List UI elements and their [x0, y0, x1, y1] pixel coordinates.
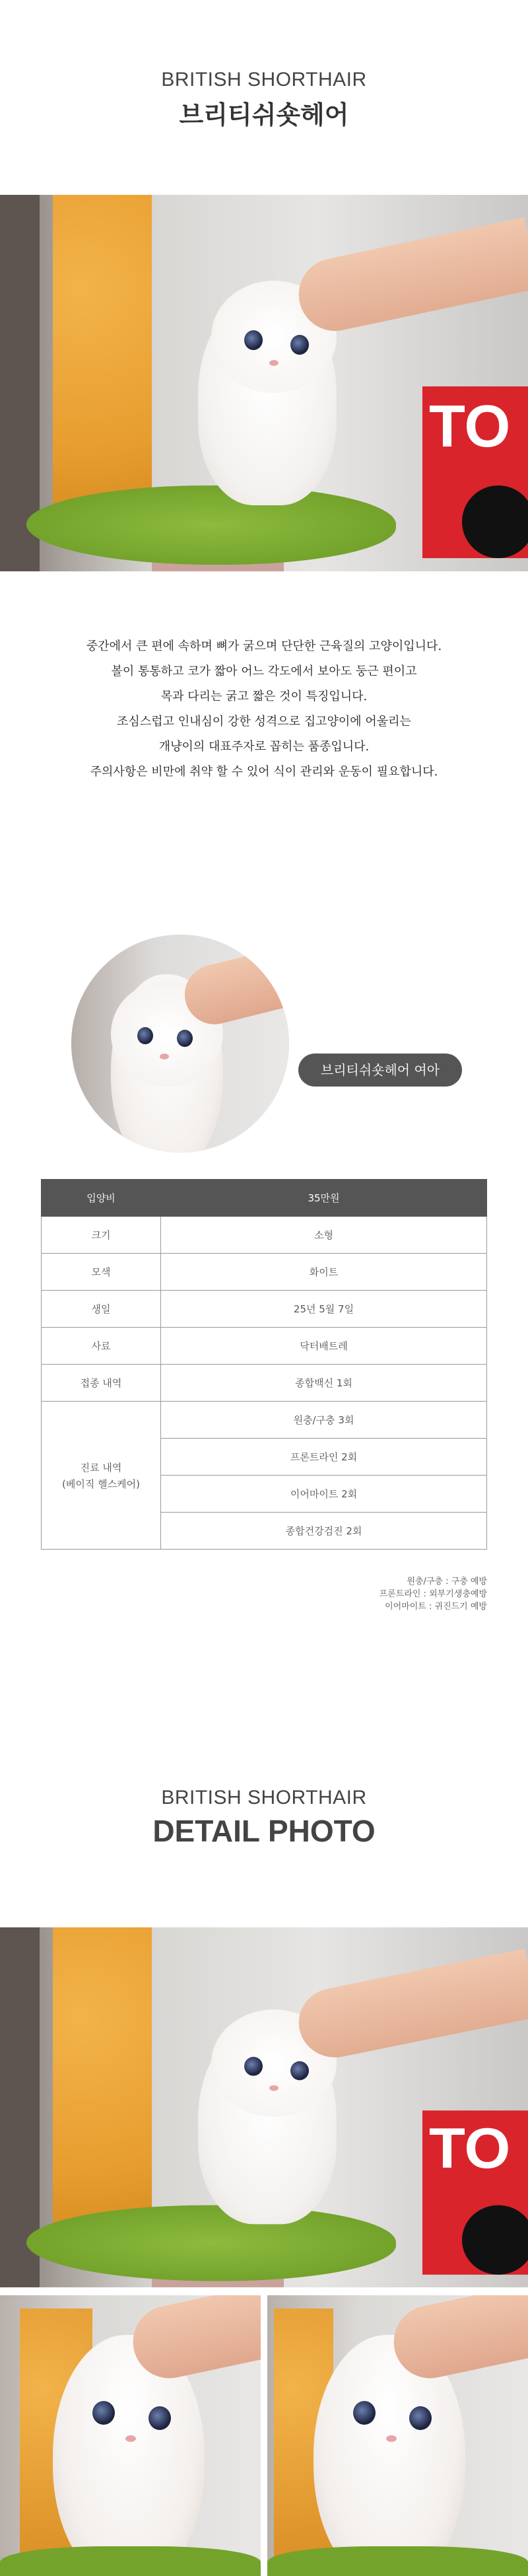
care-history-subtitle: (베이직 헬스케어) — [62, 1478, 140, 1490]
description-line: 볼이 통통하고 코가 짧아 어느 각도에서 보아도 둥근 편이고 — [111, 664, 417, 678]
row-value: 화이트 — [161, 1254, 487, 1291]
row-label: 생일 — [42, 1291, 161, 1328]
row-label: 모색 — [42, 1254, 161, 1291]
note-line: 원충/구충 : 구충 예방 — [407, 1577, 487, 1587]
care-history-title: 진료 내역 — [80, 1461, 122, 1474]
table-row — [42, 1180, 487, 1217]
table-row — [42, 1402, 487, 1439]
kitten-info-table — [41, 1179, 487, 1550]
table-row — [42, 1328, 487, 1365]
care-item: 이어마이트 2회 — [161, 1476, 487, 1513]
row-label: 크기 — [42, 1217, 161, 1254]
care-history-label — [42, 1402, 161, 1550]
care-item: 프론트라인 2회 — [161, 1439, 487, 1476]
table-row — [42, 1365, 487, 1402]
care-item: 종합건강검진 2회 — [161, 1513, 487, 1550]
row-value: 소형 — [161, 1217, 487, 1254]
detail-kitten-photo: TO — [0, 1927, 528, 2287]
breed-gender-badge: 브리티쉬숏헤어 여아 — [298, 1054, 462, 1087]
row-value: 25년 5월 7일 — [161, 1291, 487, 1328]
adoption-fee-label: 입양비 — [42, 1180, 161, 1217]
description-line: 목과 다리는 굵고 짧은 것이 특징입니다. — [160, 690, 368, 703]
row-label: 접종 내역 — [42, 1365, 161, 1402]
note-line: 이어마이트 : 귀진드기 예방 — [385, 1602, 487, 1612]
table-row — [42, 1291, 487, 1328]
row-value: 종합백신 1회 — [161, 1365, 487, 1402]
row-label: 사료 — [42, 1328, 161, 1365]
care-item: 원충/구충 3회 — [161, 1402, 487, 1439]
detail-photo-title: DETAIL PHOTO — [152, 1814, 376, 1848]
breed-title-en: BRITISH SHORTHAIR — [161, 69, 367, 90]
breed-title-ko: 브리티쉬숏헤어 — [179, 100, 349, 129]
description-line: 주의사항은 비만에 취약 할 수 있어 식이 관리와 운동이 필요합니다. — [90, 765, 438, 779]
adoption-fee-value: 35만원 — [161, 1180, 487, 1217]
detail-breed-title-en: BRITISH SHORTHAIR — [161, 1787, 367, 1808]
note-line: 프론트라인 : 외부기생충예방 — [379, 1589, 487, 1599]
description-line: 조심스럽고 인내심이 강한 성격으로 집고양이에 어울리는 — [117, 715, 411, 729]
description-line: 중간에서 큰 편에 속하며 뼈가 굵으며 단단한 근육질의 고양이입니다. — [86, 639, 442, 653]
description-line: 개냥이의 대표주자로 꼽히는 품종입니다. — [158, 740, 370, 754]
detail-kitten-photo-right — [267, 2295, 528, 2576]
row-value: 닥터배트레 — [161, 1328, 487, 1365]
table-row — [42, 1217, 487, 1254]
main-kitten-photo: TO — [0, 195, 528, 571]
profile-kitten-photo — [71, 935, 289, 1153]
detail-kitten-photo-left — [0, 2295, 261, 2576]
table-row — [42, 1254, 487, 1291]
breed-description — [0, 634, 528, 785]
care-notes — [380, 1575, 487, 1613]
